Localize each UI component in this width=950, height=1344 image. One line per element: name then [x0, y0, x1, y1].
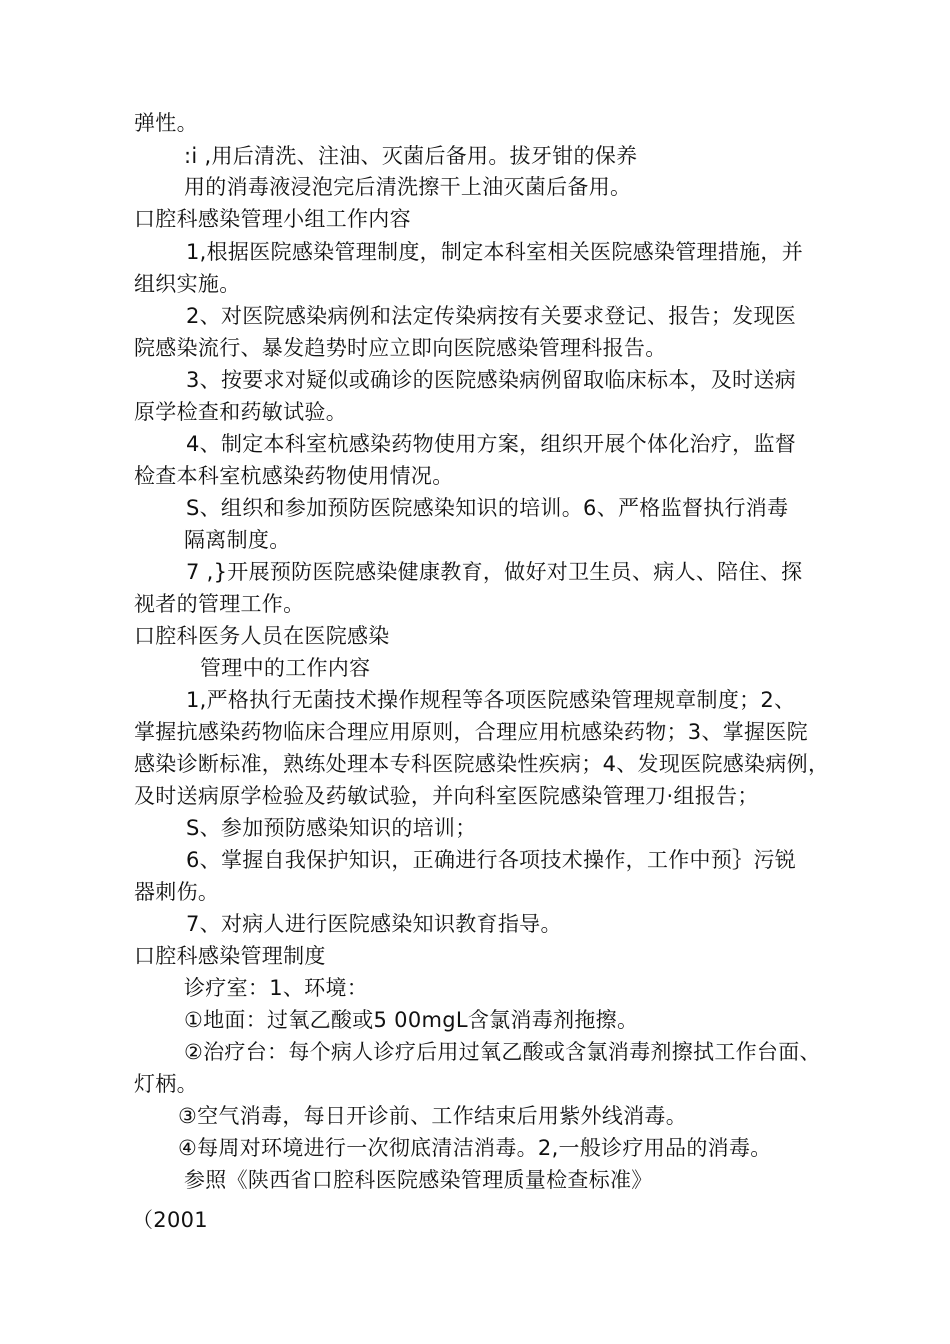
- text-line: 感染诊断标准，熟练处理本专科医院感染性疾病；4、发现医院感染病例，: [134, 752, 830, 776]
- text-line: 7 ,}开展预防医院感染健康教育，做好对卫生员、病人、陪住、探: [186, 560, 803, 584]
- text-line: 组织实施。: [134, 272, 241, 296]
- text-line: ④每周对环境进行一次彻底清洁消毒。2,一般诊疗用品的消毒。: [178, 1136, 772, 1160]
- text-line: 弹性。: [134, 111, 198, 135]
- text-line: 4、制定本科室杭感染药物使用方案，组织开展个体化治疗，监督: [186, 432, 797, 456]
- text-line: 灯柄。: [134, 1072, 198, 1096]
- text-line: 7、对病人进行医院感染知识教育指导。: [186, 912, 562, 936]
- text-line: ③空气消毒，每日开诊前、工作结束后用紫外线消毒。: [178, 1104, 688, 1128]
- text-line: 检查本科室杭感染药物使用情况。: [134, 464, 454, 488]
- text-line: 院感染流行、暴发趋势时应立即向医院感染管理科报告。: [134, 336, 667, 360]
- text-line: 6、掌握自我保护知识，正确进行各项技术操作，工作中预｝污锐: [186, 848, 797, 872]
- text-line: 1,严格执行无菌技术操作规程等各项医院感染管理规章制度；2、: [186, 688, 796, 712]
- section-heading: 口腔科医务人员在医院感染: [134, 624, 390, 648]
- text-line: 原学检查和药敏试验。: [134, 400, 347, 424]
- text-line: 隔离制度。: [184, 528, 291, 552]
- section-heading: 管理中的工作内容: [200, 656, 371, 680]
- text-line: 2、对医院感染病例和法定传染病按有关要求登记、报告；发现医: [186, 304, 797, 328]
- section-heading: 口腔科感染管理小组工作内容: [134, 207, 411, 231]
- text-line: S、参加预防感染知识的培训；: [186, 816, 477, 840]
- section-heading: 口腔科感染管理制度: [134, 944, 326, 968]
- text-line: 器刺伤。: [134, 880, 220, 904]
- text-line: 3、按要求对疑似或确诊的医院感染病例留取临床标本，及时送病: [186, 368, 797, 392]
- text-line: （2001: [132, 1208, 208, 1232]
- text-line: :i ,用后清洗、注油、灭菌后备用。拔牙钳的保养: [184, 144, 638, 168]
- text-line: 掌握抗感染药物临床合理应用原则，合理应用杭感染药物；3、掌握医院: [134, 720, 808, 744]
- text-line: 诊疗室：1、环境：: [184, 976, 369, 1000]
- text-line: 及时送病原学检验及药敏试验，并向科室医院感染管理刀·组报告；: [134, 784, 759, 808]
- text-line: 参照《陕西省口腔科医院感染管理质量检查标准》: [184, 1168, 653, 1192]
- text-line: 1,根据医院感染管理制度，制定本科室相关医院感染管理措施，并: [186, 240, 804, 264]
- text-line: 用的消毒液浸泡完后清洗擦干上油灭菌后备用。: [184, 175, 632, 199]
- text-line: ②治疗台：每个病人诊疗后用过氧乙酸或含氯消毒剂擦拭工作台面、: [184, 1040, 821, 1064]
- text-line: ①地面：过氧乙酸或5 00mgL含氯消毒剂拖擦。: [184, 1008, 639, 1032]
- text-line: 视者的管理工作。: [134, 592, 305, 616]
- text-line: S、组织和参加预防医院感染知识的培训。6、严格监督执行消毒: [186, 496, 789, 520]
